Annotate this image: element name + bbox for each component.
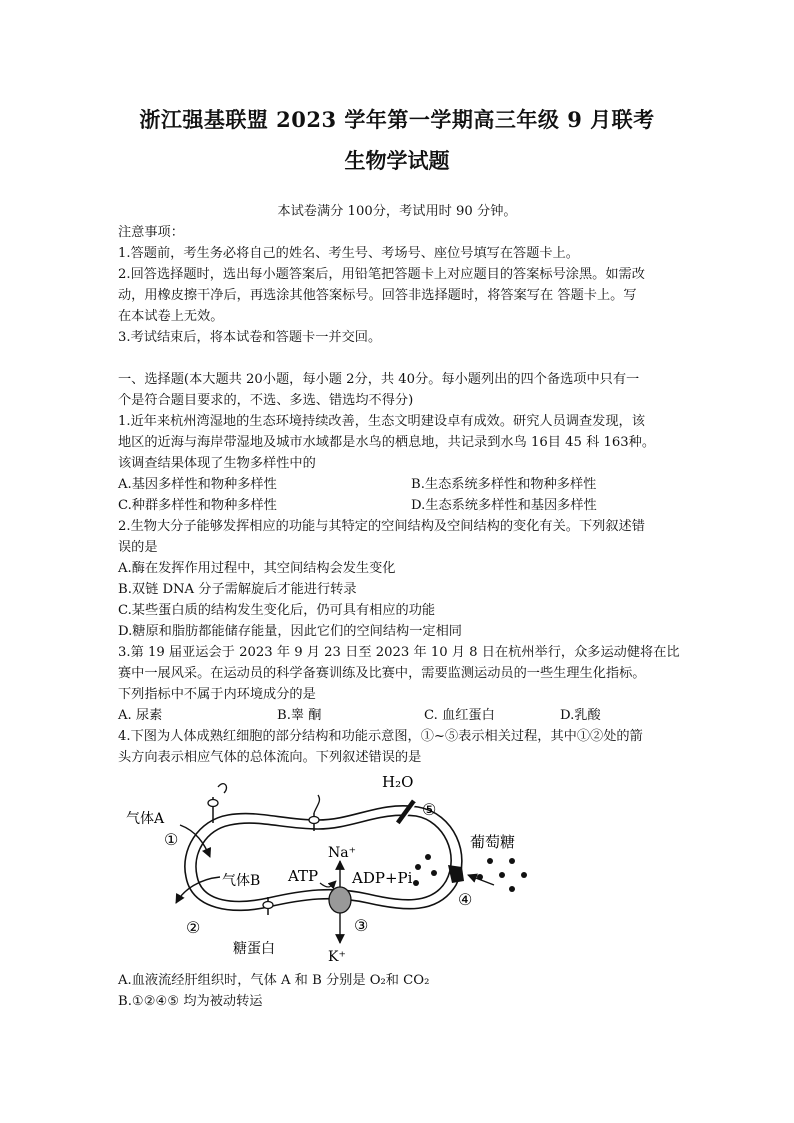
glycoprotein-bottom — [263, 897, 273, 915]
water-channel — [398, 801, 416, 825]
q2-option-a: A.酶在发挥作用过程中，其空间结构会发生变化 — [118, 561, 396, 576]
q1-stem: 该调查结果体现了生物多样性中的 — [118, 456, 316, 471]
q1-option-a: A.基因多样性和物种多样性 — [118, 477, 277, 492]
notice-item: 在本试卷上无效。 — [118, 309, 224, 324]
cell-membrane-outer — [185, 806, 462, 911]
notice-heading: 注意事项： — [118, 225, 184, 240]
q1-stem: 地区的近海与海岸带湿地及城市水域都是水鸟的栖息地，共记录到水鸟 16目 45 科 163种。 — [118, 435, 656, 450]
na-k-pump — [329, 887, 351, 913]
q2-stem: 误的是 — [118, 540, 158, 555]
q3-option-d: D.乳酸 — [560, 708, 601, 723]
q2-option-d: D.糖原和脂肪都能储存能量，因此它们的空间结构一定相同 — [118, 624, 462, 639]
process-2-label: ② — [186, 918, 201, 937]
q3-stem: 赛中一展风采。在运动员的科学备赛训练及比赛中，需要监测运动员的一些生理生化指标。 — [118, 666, 646, 681]
page-title: 浙江强基联盟 2023 学年第一学期高三年级 9 月联考 — [139, 107, 655, 132]
q3-option-b: B.睾 酮 — [277, 708, 322, 723]
q4-stem: 4.下图为人体成熟红细胞的部分结构和功能示意图，①~⑤表示相关过程，其中①②处的箭 — [118, 729, 643, 744]
process-4-label: ④ — [458, 890, 473, 909]
q4-stem: 头方向表示相应气体的总体流向。下列叙述错误的是 — [118, 750, 422, 765]
gas-b-label: 气体B — [222, 873, 261, 889]
h2o-label: H₂O — [382, 773, 414, 791]
k-label: K⁺ — [328, 949, 346, 965]
section-heading-cont: 个是符合题目要求的，不选、多选、错选均不得分) — [118, 393, 414, 408]
q2-stem: 2.生物大分子能够发挥相应的功能与其特定的空间结构及空间结构的变化有关。下列叙述错 — [118, 519, 645, 534]
gas-a-label: 气体A — [126, 811, 165, 827]
q4-option-a: A.血液流经肝组织时，气体 A 和 B 分别是 O₂和 CO₂ — [118, 973, 430, 988]
atp-label: ATP — [288, 867, 319, 885]
adp-label: ADP+Pi — [352, 869, 413, 887]
process-3-label: ③ — [354, 916, 369, 935]
q2-option-c: C.某些蛋白质的结构发生变化后，仍可具有相应的功能 — [118, 603, 436, 618]
na-label: Na⁺ — [328, 845, 356, 861]
q3-option-c: C. 血红蛋白 — [424, 708, 495, 723]
atp-arrow — [320, 881, 336, 887]
q1-option-d: D.生态系统多样性和基因多样性 — [411, 498, 597, 513]
exam-info: 本试卷满分 100分，考试用时 90 分钟。 — [277, 204, 517, 219]
q4-option-b: B.①②④⑤ 均为被动转运 — [118, 994, 263, 1009]
process-5-label: ⑤ — [422, 800, 437, 819]
q1-stem: 1.近年来杭州湾湿地的生态环境持续改善，生态文明建设卓有成效。研究人员调查发现，该 — [118, 414, 645, 429]
section-heading: 一、选择题(本大题共 20小题，每小题 2分，共 40分。每小题列出的四个备选项中只有一 — [118, 372, 640, 387]
notice-item: 3.考试结束后，将本试卷和答题卡一并交回。 — [118, 330, 382, 345]
glycoprotein-top-mid — [309, 795, 319, 831]
page-subtitle: 生物学试题 — [344, 148, 450, 173]
q1-option-c: C.种群多样性和物种多样性 — [118, 498, 277, 513]
q3-stem: 3.第 19 届亚运会于 2023 年 9 月 23 日至 2023 年 10 月 8 日在杭州举行，众多运动健将在比 — [118, 645, 680, 660]
q3-option-a: A. 尿素 — [118, 708, 163, 723]
notice-item: 动，用橡皮擦干净后，再选涂其他答案标号。回答非选择题时，将答案写在 答题卡上。写 — [118, 288, 637, 303]
process-1-label: ① — [164, 830, 179, 849]
q3-stem: 下列指标中不属于内环境成分的是 — [118, 687, 316, 702]
glycoprotein-label: 糖蛋白 — [233, 941, 275, 957]
glucose-label: 葡萄糖 — [470, 833, 516, 851]
q2-option-b: B.双链 DNA 分子需解旋后才能进行转录 — [118, 582, 357, 597]
notice-item: 2.回答选择题时，选出每小题答案后，用铅笔把答题卡上对应题目的答案标号涂黑。如需改 — [118, 267, 645, 282]
q1-option-b: B.生态系统多样性和物种多样性 — [411, 477, 597, 492]
red-blood-cell-figure — [118, 765, 558, 970]
glucose-molecules — [413, 854, 527, 892]
notice-item: 1.答题前，考生务必将自己的姓名、考生号、考场号、座位号填写在答题卡上。 — [118, 246, 579, 261]
glucose-transporter — [448, 865, 464, 883]
